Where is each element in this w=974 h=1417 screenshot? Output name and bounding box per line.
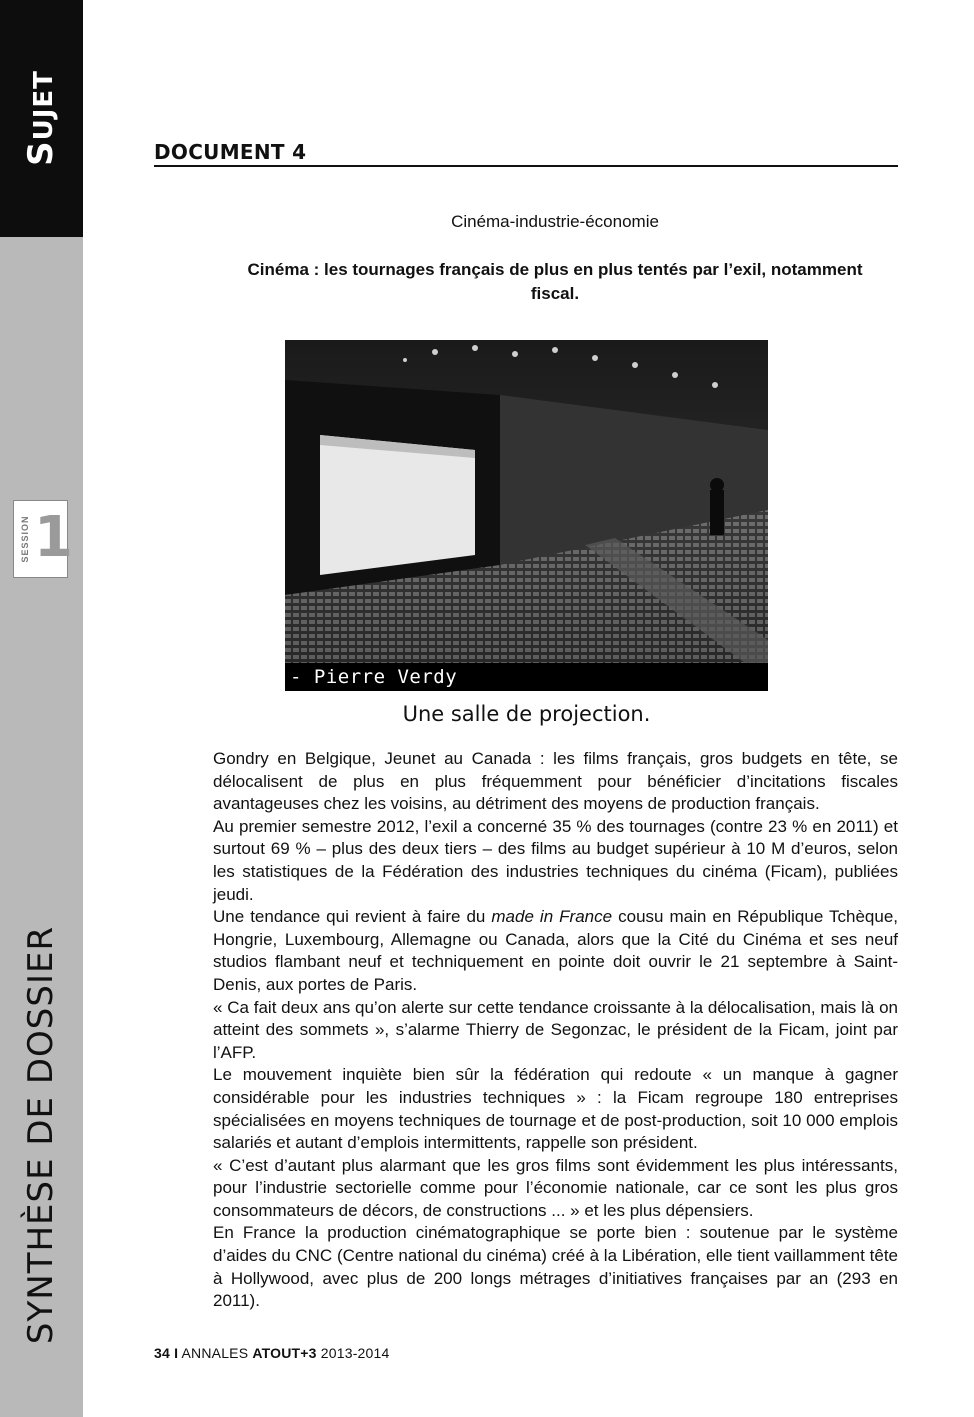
vertical-title: SYNTHÈSE DE DOSSIER	[21, 925, 61, 1345]
session-badge	[13, 500, 73, 578]
paragraph: En France la production cinématographique se porte bien : soutenue par le système d’aides du CNC (Centre national du cinéma) créé à la Libération, elle tient vaillamment tête à Hollywood, avec plus de 200 longs métrages d’initiatives françaises par an (293 en 2011).	[213, 1223, 898, 1311]
paragraph: Une tendance qui revient à faire du made in France cousu main en République Tchèque, Hongrie, Luxembourg, Allemagne ou Canada, alors que la Cité du Cinéma et ses neuf studios flambant neuf et techniquement en pointe doit ouvrir le 21 septembre à Saint-Denis, aux portes de Paris.	[213, 907, 898, 994]
paragraph: « C’est d’autant plus alarmant que les gros films sont évidemment les plus intéressants, pour l’industrie sectorielle comme pour l’économie nationale, car ce sont les plus gros consommateurs de décors, de constructions ... » et les plus dépensiers.	[213, 1155, 898, 1220]
session-number: 1	[34, 505, 73, 570]
photo-credit: - Pierre Verdy	[290, 666, 458, 688]
section-tab	[0, 0, 83, 237]
paragraph: « Ca fait deux ans qu’on alerte sur cette tendance croissante à la délocalisation, mais là on atteint des sommets », s’alarme Thierry de Segonzac, le président de la Ficam, joint par l’AFP.	[213, 997, 898, 1062]
paragraph: Au premier semestre 2012, l’exil a concerné 35 % des tournages (contre 23 % en 2011) et surtout 69 % – plus des deux tiers – des films au budget supérieur à 10 M d’euros, selon les statistiques de la Fédération des industries techniques du cinéma (Ficam), publiées jeudi.	[213, 816, 898, 904]
cinema-photo	[285, 340, 768, 690]
cinema-hall-illustration	[285, 340, 768, 690]
sidebar	[0, 0, 83, 1417]
page-number: 34	[154, 1345, 170, 1361]
document-label: DOCUMENT 4	[154, 140, 307, 164]
section-label: SUJET	[21, 70, 61, 166]
paragraph: Le mouvement inquiète bien sûr la fédération qui redoute « un manque à gagner considérable pour les industries techniques » : la Ficam regroupe 180 entreprises spécialisées en moyens techniques de tournage et de post-production, soit 10 000 emplois salariés et autant d’emplois intermittents, rappelle son président.	[213, 1065, 898, 1153]
article-body	[213, 748, 898, 1313]
document-subtitle: Cinéma-industrie-économie	[451, 212, 659, 231]
page-footer	[154, 1345, 390, 1361]
italic-phrase: made in France	[491, 907, 613, 927]
header-divider	[154, 165, 898, 167]
footer-separator: I	[174, 1345, 179, 1361]
brand-name: ATOUT+3	[252, 1345, 317, 1361]
session-label: SESSION	[20, 515, 30, 563]
publication-years: 2013-2014	[320, 1345, 390, 1361]
photo-caption: Une salle de projection.	[402, 702, 651, 726]
article-headline: Cinéma : les tournages français de plus en plus tentés par l’exil, notamment fiscal.	[247, 260, 863, 303]
publication-name: ANNALES	[181, 1345, 249, 1361]
paragraph: Gondry en Belgique, Jeunet au Canada : les films français, gros budgets en tête, se délocalisent de plus en plus fréquemment pour bénéficier d’incitations fiscales avantageuses chez les voisins, au détriment des moyens de production français.	[213, 749, 898, 814]
